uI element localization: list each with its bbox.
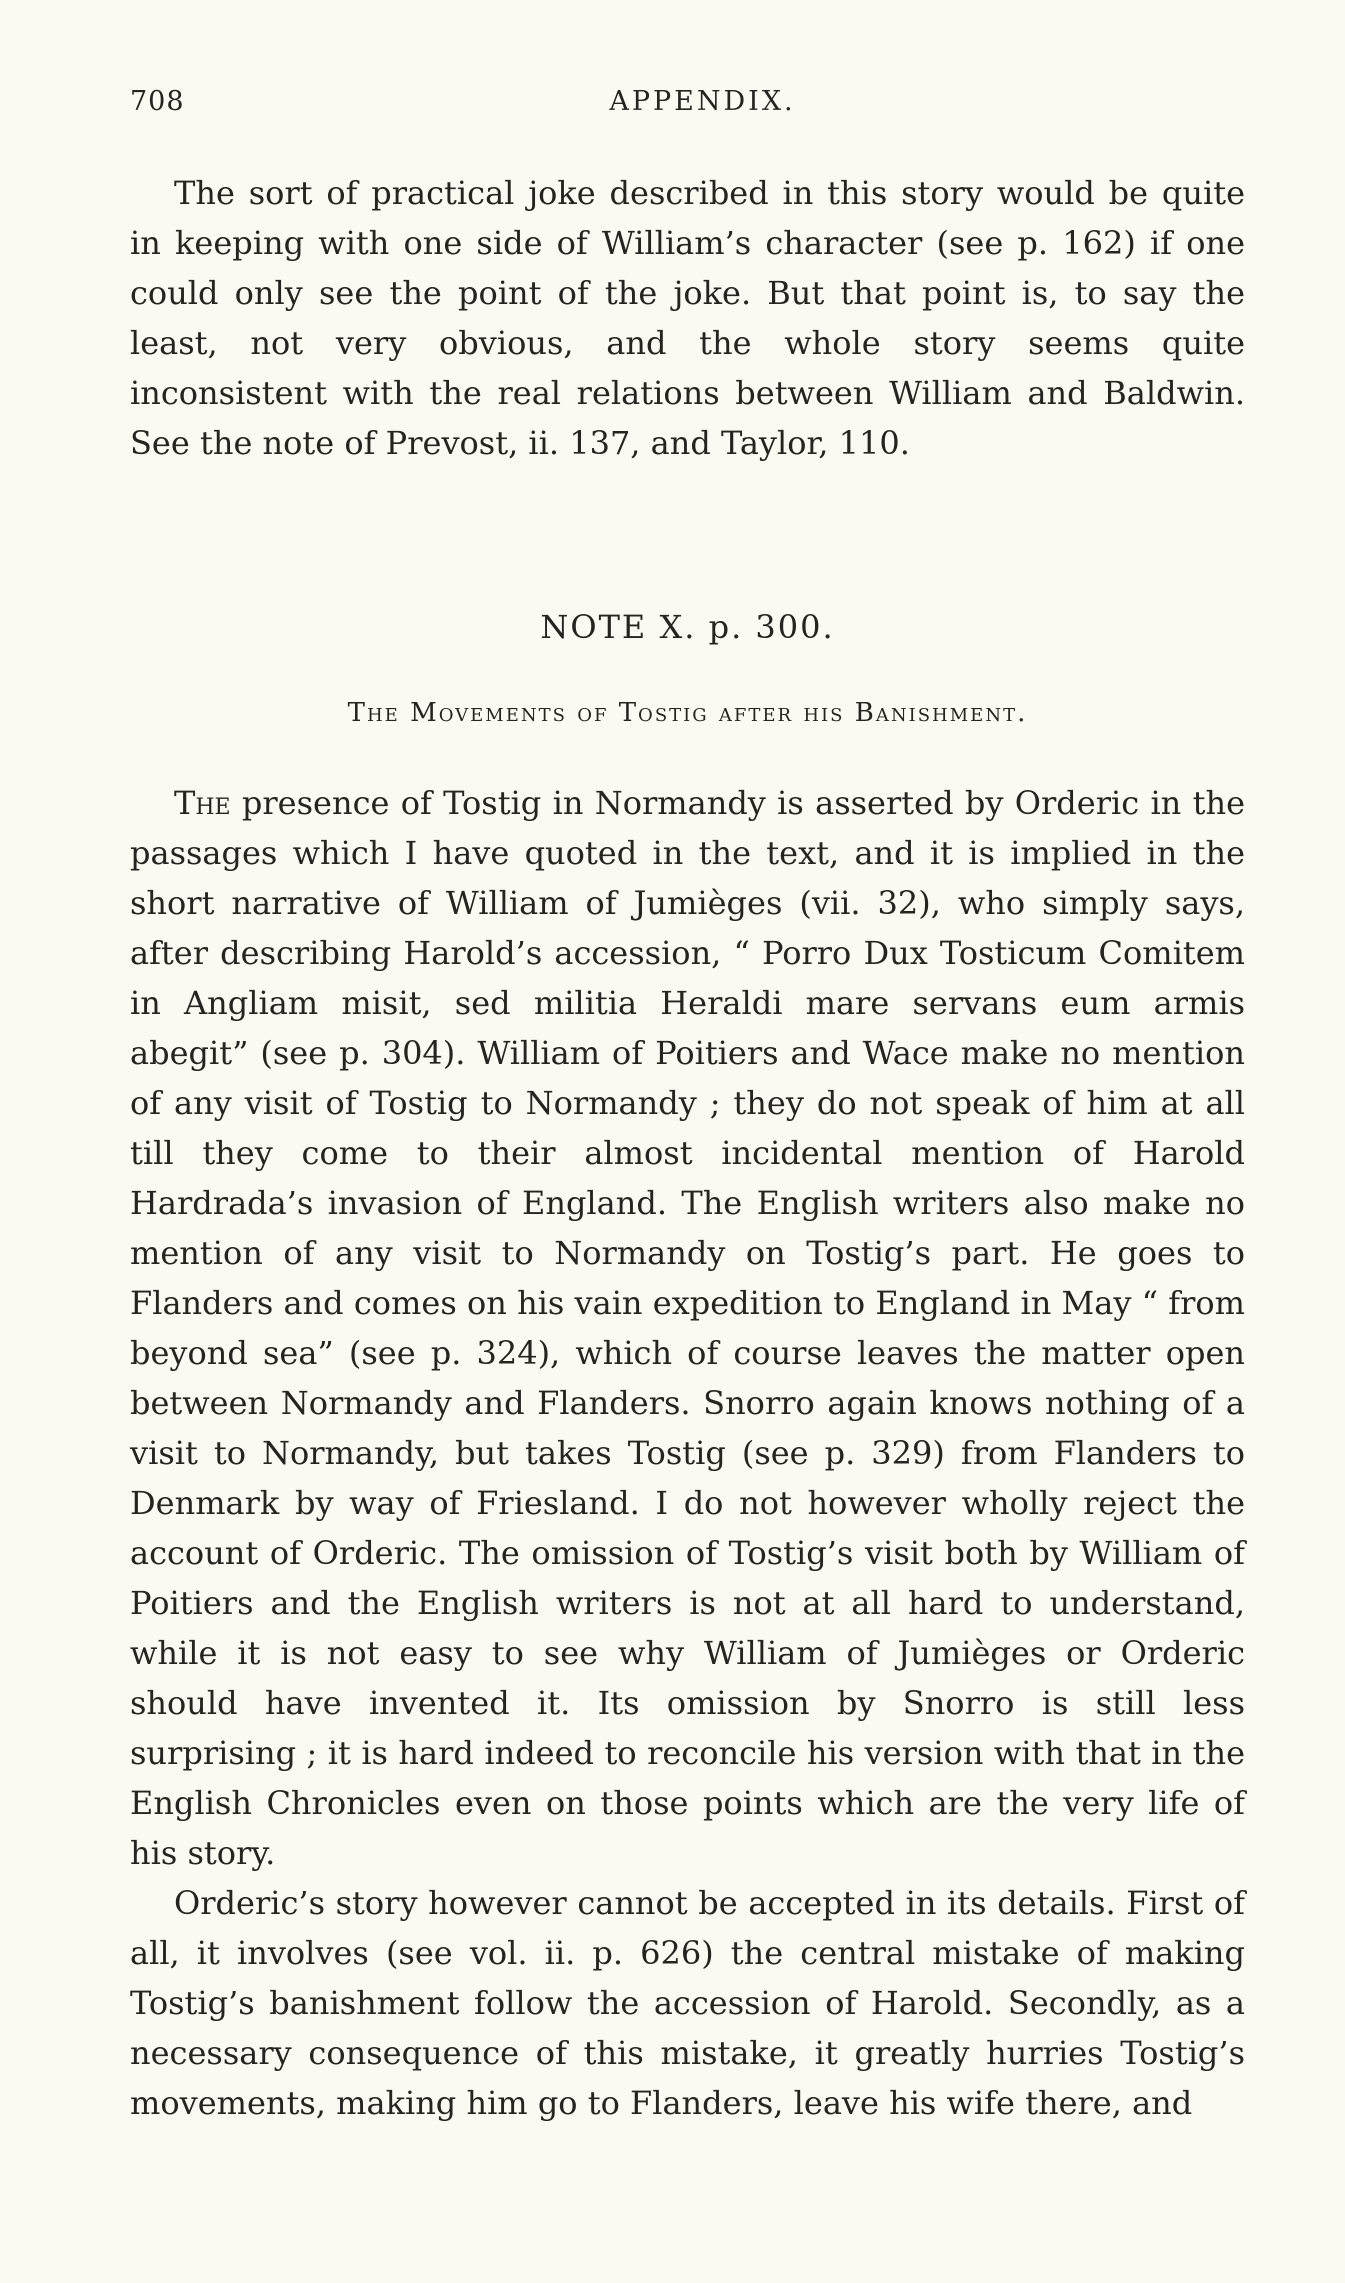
- paragraph-1: The sort of practical joke described in this story would be quite in keeping with one side of William’s character (see p. 162) if one could only see the point of the joke. But that point is, to say the least, not very obvious, and the whole story seems quite inconsistent with the real relations between William and Baldwin. See the note of Prevost, ii. 137, and Taylor, 110.: [130, 174, 1245, 462]
- running-title: APPENDIX.: [609, 86, 796, 117]
- note-body: [130, 778, 1245, 2128]
- paragraph-2-lead: The: [174, 784, 231, 822]
- note-heading: NOTE X. p. 300.: [540, 608, 835, 646]
- page-number: 708: [130, 86, 185, 117]
- note-subtitle: The Movements of Tostig after his Banishment.: [347, 698, 1028, 728]
- running-head: [130, 86, 1275, 130]
- paragraph-2-text: presence of Tostig in Normandy is asserted by Orderic in the passages which I have quoted in the text, and it is implied in the short narrative of William of Jumièges (vii. 32), who simply says, after describing Harold’s accession, “ Porro Dux Tosticum Comitem in Angliam misit, sed militia Heraldi mare servans eum armis abegit” (see p. 304). William of Poitiers and Wace make no mention of any visit of Tostig to Normandy ; they do not speak of him at all till they come to their almost incidental mention of Harold Hardrada’s invasion of England. The English writers also make no mention of any visit to Normandy on Tostig’s part. He goes to Flanders and comes on his vain expedition to England in May “ from beyond sea” (see p. 324), which of course leaves the matter open between Normandy and Flanders. Snorro again knows nothing of a visit to Normandy, but takes Tostig (see p. 329) from Flanders to Denmark by way of Friesland. I do not however wholly reject the account of Orderic. The omission of Tostig’s visit both by William of Poitiers and the English writers is not at all hard to understand, while it is not easy to see why William of Jumièges or Orderic should have invented it. Its omission by Snorro is still less surprising ; it is hard indeed to reconcile his version with that in the English Chronicles even on those points which are the very life of his story.: [130, 784, 1245, 1872]
- paragraph-1-block: [130, 168, 1245, 468]
- paragraph-3: Orderic’s story however cannot be accepted in its details. First of all, it involves (see vol. ii. p. 626) the central mistake of making Tostig’s banishment follow the accession of Harold. Secondly, as a necessary consequence of this mistake, it greatly hurries Tostig’s movements, making him go to Flanders, leave his wife there, and: [130, 1884, 1245, 2122]
- paragraph-2: [130, 778, 1245, 1878]
